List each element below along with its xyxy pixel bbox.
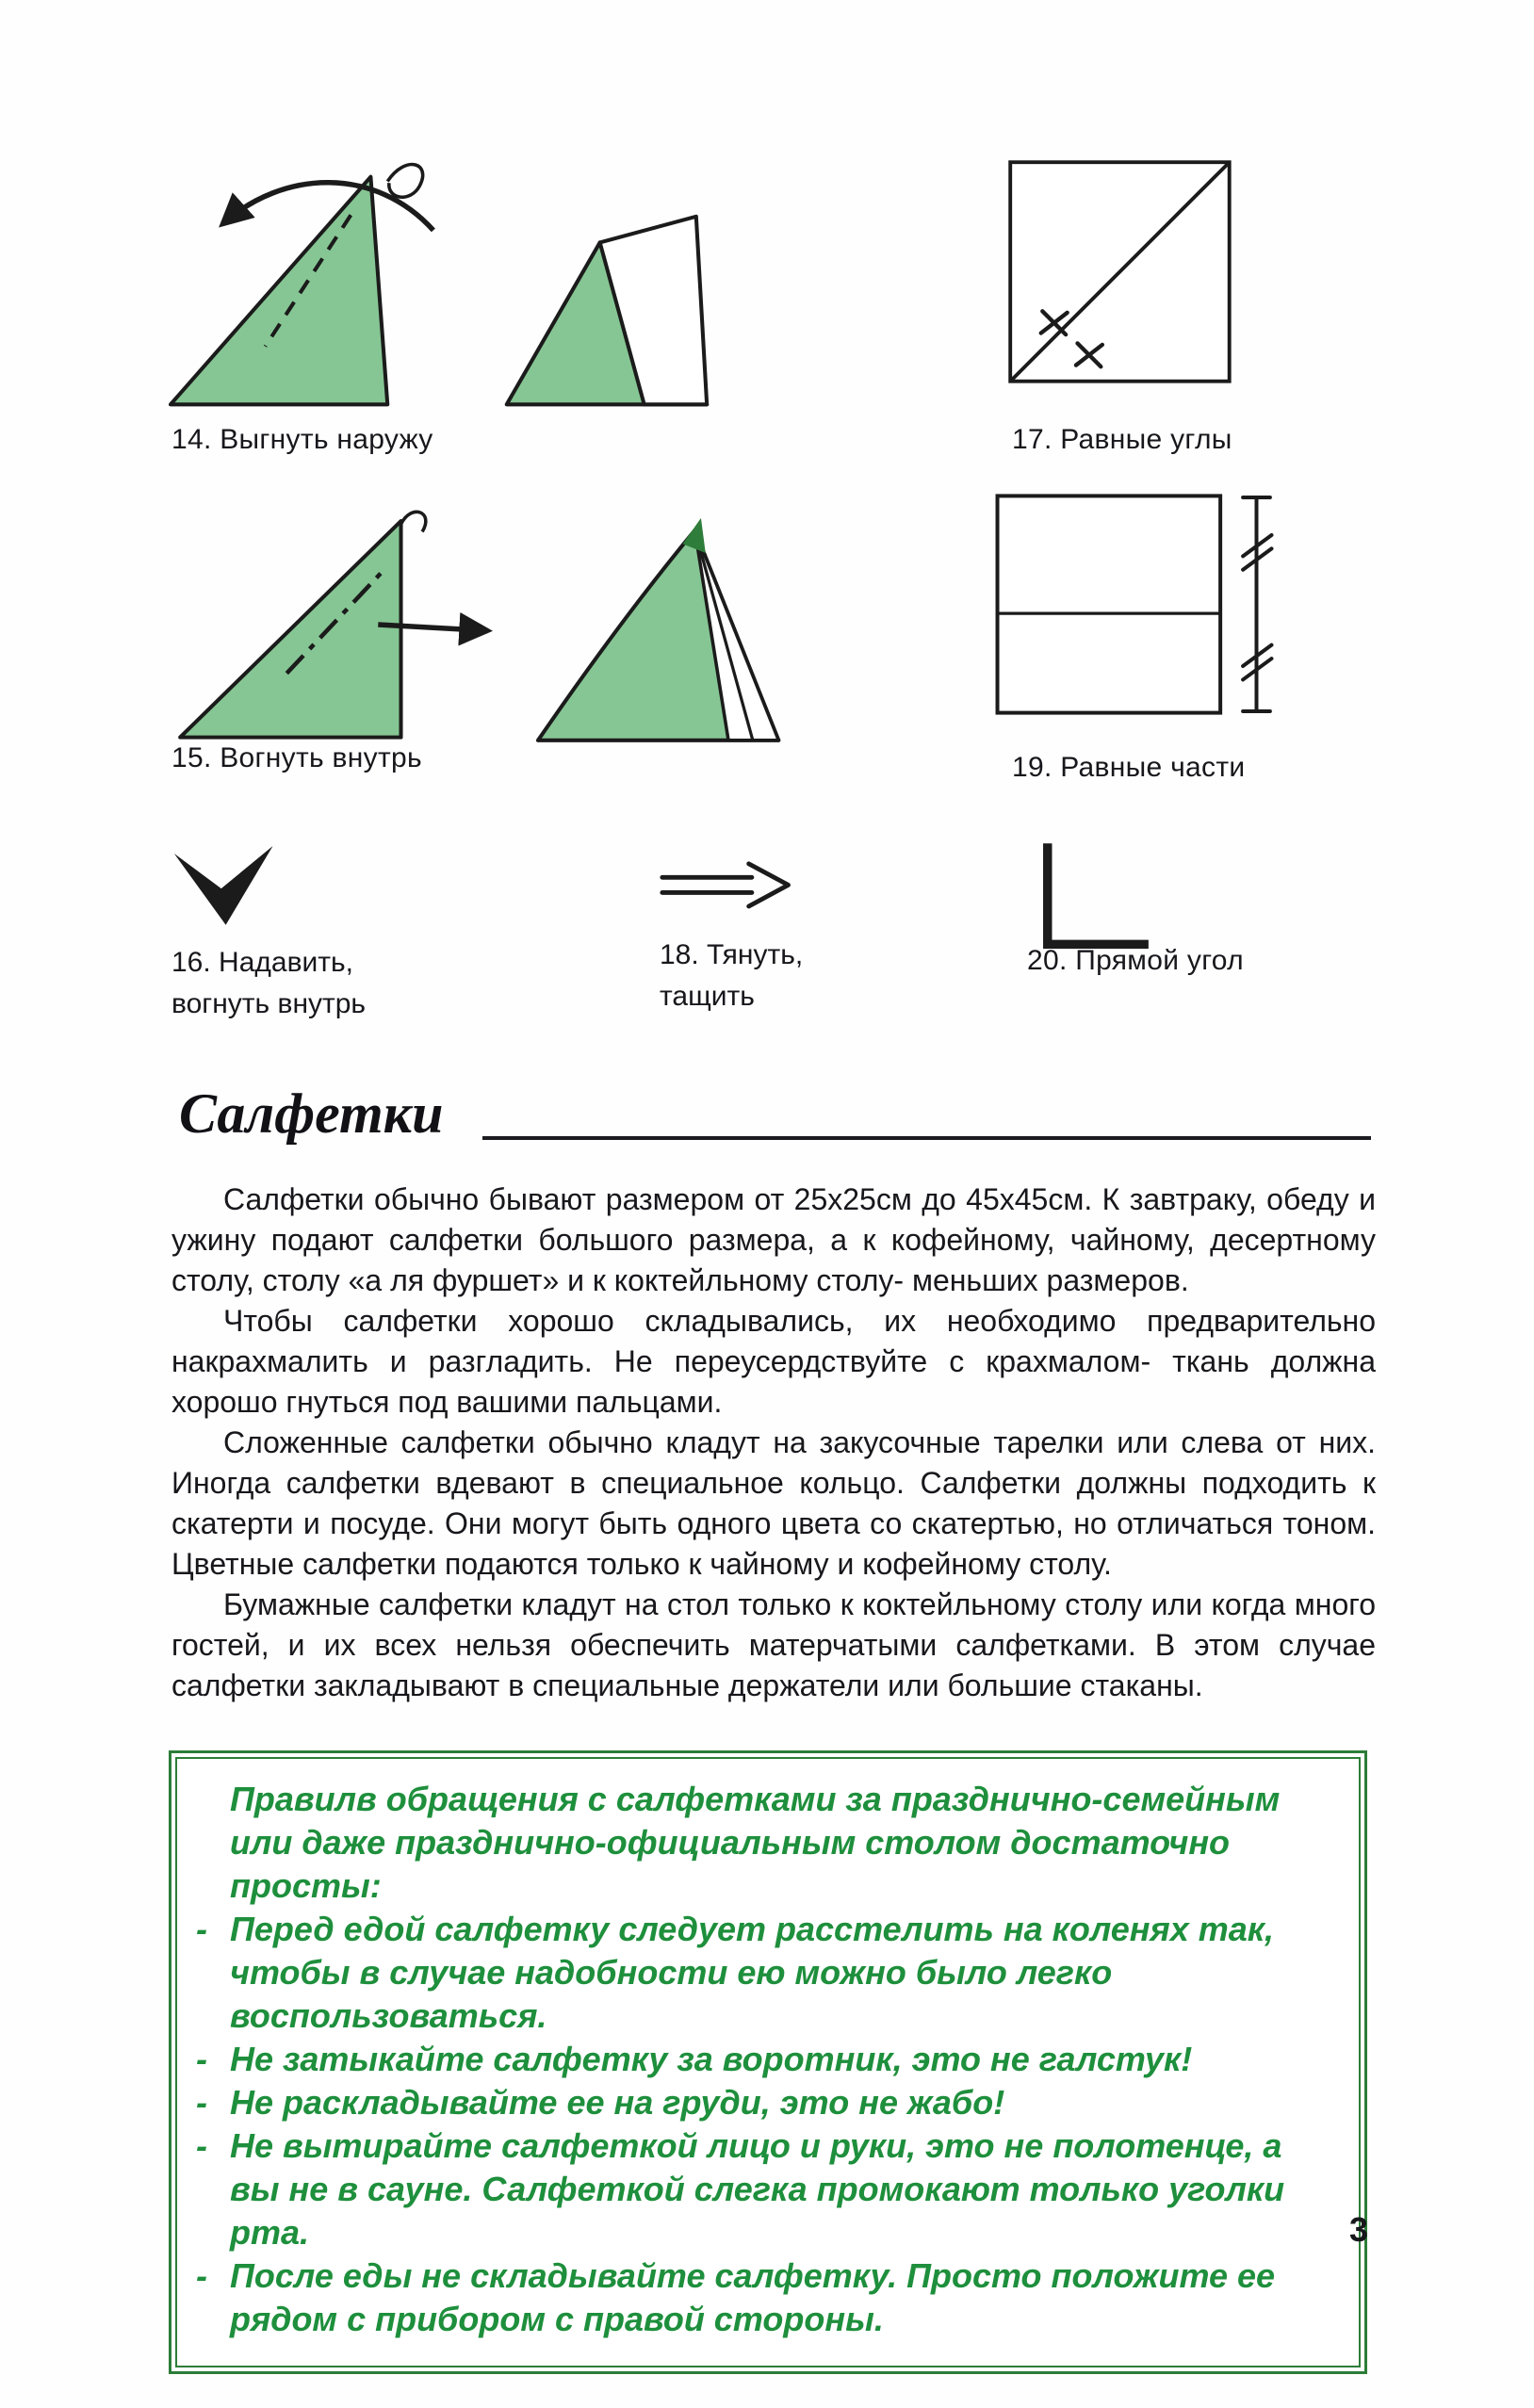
diagram-caption-19: 19. Равные части [1012,752,1246,783]
fold-diagram-15-icon [165,509,820,760]
pull-symbol-18-icon [658,859,794,914]
napkin-rules-box-inner [175,1757,1361,2367]
diagram-caption-16-line1: 16. Надавить, [171,947,353,978]
rule-dash: - [196,2126,207,2165]
fold-diagram-14-icon [158,151,724,418]
diagram-caption-14: 14. Выгнуть наружу [171,424,433,455]
body-paragraph: Бумажные салфетки кладут на стол только к коктейльному столу или когда много гостей, и их всех нельзя обеспечить матерчатыми салфетками. В этом случае салфетки закладывают в специальные держатели или большие стаканы. [171,1587,1376,1702]
equal-angles-diagram-17-icon [1004,156,1238,390]
diagram-caption-18 [660,935,803,1017]
section-title: Салфетки [179,1082,444,1145]
napkin-rules-box [169,1750,1367,2374]
body-text [171,1180,1376,1706]
diagram-caption-17: 17. Равные углы [1012,424,1232,455]
rule-item [196,2254,1332,2341]
equal-parts-diagram-19-icon [991,490,1285,719]
right-angle-symbol-20-icon [1033,840,1151,956]
push-in-symbol-16-icon [172,846,276,928]
diagram-caption-16-line2: вогнуть внутрь [171,988,367,1019]
body-paragraph: Салфетки обычно бывают размером от 25х25см до 45х45см. К завтраку, обеду и ужину подают салфетки большого размера, а к кофейному, чайному, десертному столу, столу «а ля фуршет» и к коктейльному столу- меньших размеров. [171,1182,1376,1297]
title-rule [482,1136,1371,1140]
rule-text: Не раскладывайте ее на груди, это не жабо! [230,2083,1005,2122]
rules-heading: Правилв обращения с салфетками за празднично-семейным или даже празднично-официальным столом достаточно просты: [230,1780,1281,1905]
rule-dash: - [196,2083,207,2122]
rule-dash: - [196,1910,207,1948]
body-paragraph: Чтобы салфетки хорошо складывались, их необходимо предварительно накрахмалить и разгладить. Не переусердствуйте с крахмалом- ткань должна хорошо гнуться под вашими пальцами. [171,1304,1376,1419]
rule-text: После еды не складывайте салфетку. Просто положите ее рядом с прибором с правой стороны. [230,2256,1276,2338]
page-number: 3 [1349,2210,1369,2249]
diagram-caption-20: 20. Прямой угол [1027,945,1244,976]
rule-item [196,2124,1332,2254]
diagram-caption-18-line1: 18. Тянуть, [660,939,804,970]
rule-text: Перед едой салфетку следует расстелить на коленях так, чтобы в случае надобности ею можно было легко воспользоваться. [230,1910,1275,2035]
rule-text: Не вытирайте салфеткой лицо и руки, это не полотенце, а вы не в сауне. Салфеткой слегка промокают только уголки рта. [230,2126,1285,2252]
rule-dash: - [196,2256,207,2295]
diagram-caption-16 [171,942,366,1025]
rule-item [196,1908,1332,2038]
diagram-caption-15: 15. Вогнуть внутрь [171,742,422,773]
rule-item [196,2038,1332,2081]
rule-dash: - [196,2040,207,2078]
body-paragraph: Сложенные салфетки обычно кладут на закусочные тарелки или слева от них. Иногда салфетки вдевают в специальное кольцо. Салфетки должны подходить к скатерти и посуде. Они могут быть одного цвета со скатертью, но отличаться тоном. Цветные салфетки подаются только к чайному и кофейному столу. [171,1425,1376,1581]
rule-item [196,2081,1332,2124]
diagram-caption-18-line2: тащить [660,981,755,1012]
rule-text: Не затыкайте салфетку за воротник, это не галстук! [230,2040,1193,2078]
